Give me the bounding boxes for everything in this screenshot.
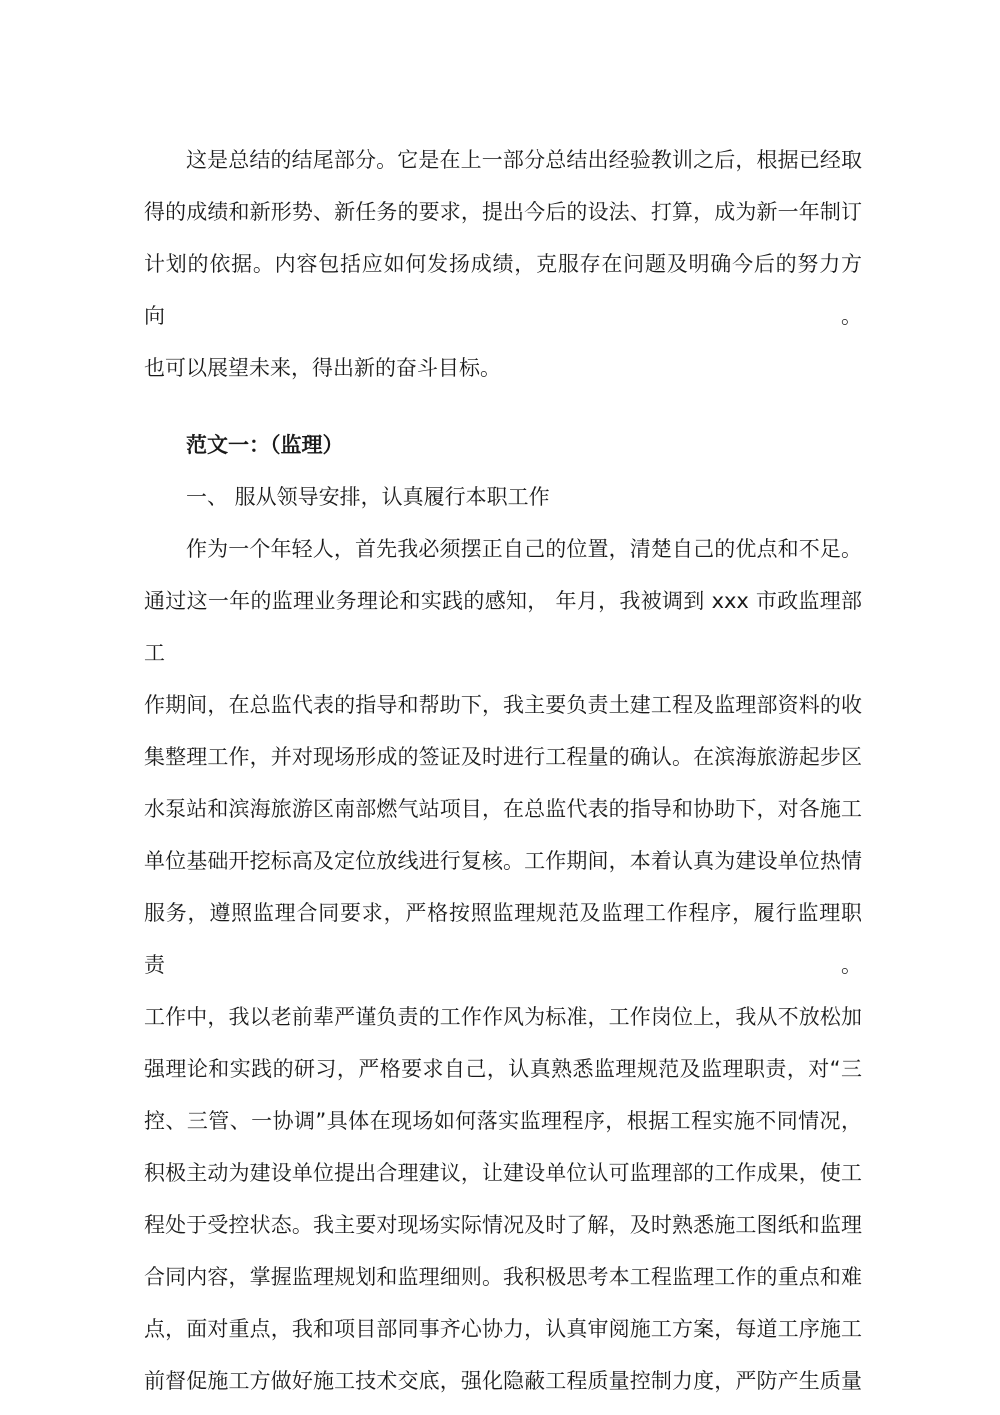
body-paragraph-line: 控、三管、一协调”具体在现场如何落实监理程序，根据工程实施不同情况，	[144, 1109, 862, 1133]
body-paragraph-line: 前督促施工方做好施工技术交底，强化隐蔽工程质量控制力度，严防产生质量	[144, 1369, 862, 1393]
conclusion-paragraph-line: 计划的依据。内容包括应如何发扬成绩，克服存在问题及明确今后的努力方向。	[144, 252, 862, 328]
section-heading: 一、 服从领导安排，认真履行本职工作	[186, 485, 550, 509]
body-paragraph-line: 服务，遵照监理合同要求，严格按照监理规范及监理工作程序，履行监理职责。	[144, 901, 862, 977]
body-paragraph-line: 强理论和实践的研习，严格要求自己，认真熟悉监理规范及监理职责，对“三	[144, 1057, 862, 1081]
body-paragraph-line: 水泵站和滨海旅游区南部燃气站项目，在总监代表的指导和协助下，对各施工	[144, 797, 862, 821]
body-paragraph-line: 合同内容，掌握监理规划和监理细则。我积极思考本工程监理工作的重点和难	[144, 1265, 862, 1289]
conclusion-paragraph-line: 得的成绩和新形势、新任务的要求，提出今后的设法、打算，成为新一年制订	[144, 200, 862, 224]
body-paragraph-line: 作为一个年轻人，首先我必须摆正自己的位置，清楚自己的优点和不足。	[186, 537, 862, 561]
body-paragraph-line: 集整理工作，并对现场形成的签证及时进行工程量的确认。在滨海旅游起步区	[144, 745, 862, 769]
body-paragraph-line: 通过这一年的监理业务理论和实践的感知， 年月，我被调到 xxx 市政监理部工	[144, 589, 862, 665]
document-text-area	[144, 134, 862, 1407]
sample-heading: 范文一：（监理）	[186, 433, 344, 457]
body-paragraph-line: 积极主动为建设单位提出合理建议，让建设单位认可监理部的工作成果，使工	[144, 1161, 862, 1185]
body-paragraph-line: 点，面对重点，我和项目部同事齐心协力，认真审阅施工方案，每道工序施工	[144, 1317, 862, 1341]
conclusion-paragraph-line: 这是总结的结尾部分。它是在上一部分总结出经验教训之后，根据已经取	[186, 148, 862, 172]
body-paragraph-line: 作期间，在总监代表的指导和帮助下，我主要负责土建工程及监理部资料的收	[144, 693, 862, 717]
body-paragraph-line: 单位基础开挖标高及定位放线进行复核。工作期间，本着认真为建设单位热情	[144, 849, 862, 873]
conclusion-paragraph-line: 也可以展望未来，得出新的奋斗目标。	[144, 356, 501, 380]
body-paragraph-line: 程处于受控状态。我主要对现场实际情况及时了解，及时熟悉施工图纸和监理	[144, 1213, 862, 1237]
body-paragraph-line: 工作中，我以老前辈严谨负责的工作作风为标准，工作岗位上，我从不放松加	[144, 1005, 862, 1029]
